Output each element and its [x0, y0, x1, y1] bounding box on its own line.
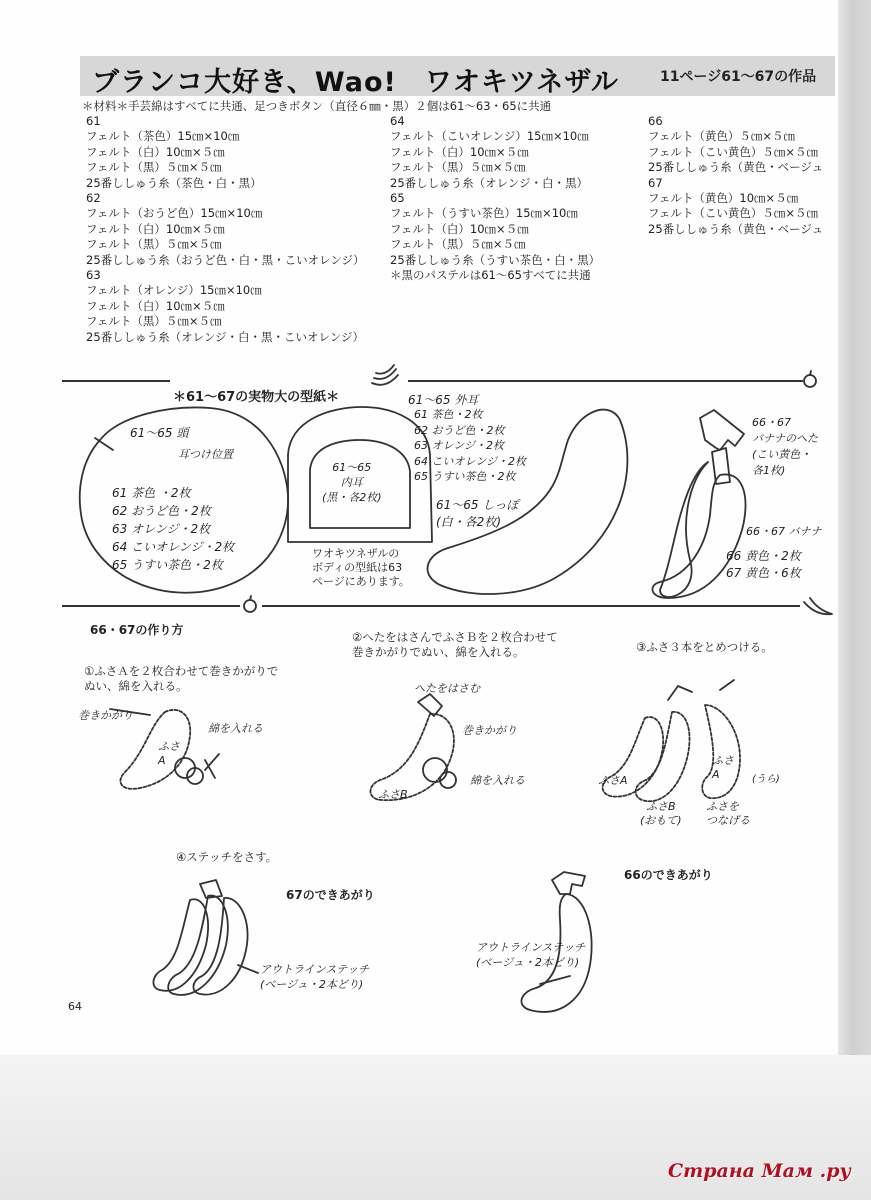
outline-stitch-67: アウトラインステッチ (ベージュ・2本どり)	[260, 963, 370, 991]
outer-ear-color-list: 61 茶色・2枚 62 おうど色・2枚 63 オレンジ・2枚 64 こいオレンジ・2枚 65 うすい茶色・2枚	[414, 408, 526, 483]
step3-label-fusa-a: ふさA	[598, 774, 628, 787]
page-title: ブランコ大好き、Wao! ワオキツネザル	[92, 67, 619, 98]
step3-label-back: (うら)	[752, 774, 780, 785]
step2-label-whipstitch: 巻きかがり	[462, 724, 517, 737]
pattern-section-title: ＊61〜67の実物大の型紙＊	[173, 390, 340, 405]
step2-label-stuffing: 綿を入れる	[470, 774, 525, 787]
step1-label-whipstitch: 巻きかがり	[78, 709, 133, 722]
step3-label-fusa-a-back: ふさ A	[712, 754, 734, 781]
step1-text: ①ふさＡを２枚合わせて巻きかがりで ぬい、綿を入れる。	[84, 664, 279, 694]
step2-label-stem: へたをはさむ	[414, 682, 480, 695]
materials-column-1: 61 フェルト（茶色）15㎝×10㎝ フェルト（白）10㎝×５㎝ フェルト（黒）５㎝×５㎝ 25番ししゅう糸（茶色・白・黒） 62 フェルト（おうど色）15㎝×10㎝ フェルト（白）10㎝×５㎝ フェルト（黒）５㎝×５㎝ 25番ししゅう糸（おうど色・白・黒・こいオレンジ） 63 フェルト（オレンジ）15㎝×10㎝ フェルト（白）10㎝×５㎝ フェルト（黒）５㎝×５㎝ 25番ししゅう糸（オレンジ・白・黒・こいオレンジ）	[86, 114, 365, 344]
watermark: Страна Мам .ру	[668, 1160, 851, 1182]
step1-label-fusa-a: ふさ A	[158, 740, 180, 767]
banana-67-finished	[153, 880, 247, 995]
banana-color-list: 66 黄色・2枚 67 黄色・6枚	[726, 549, 801, 580]
materials-heading: ＊材料＊手芸綿はすべてに共通、足つきボタン（直径６㎜・黒）２個は61〜63・65に共通	[82, 99, 552, 113]
step2-label-fusa-b: ふさB	[378, 788, 408, 801]
apple-icon	[244, 596, 256, 612]
howto-title: 66・67の作り方	[90, 623, 184, 637]
materials-column-2: 64 フェルト（こいオレンジ）15㎝×10㎝ フェルト（白）10㎝×５㎝ フェルト（黒）５㎝×５㎝ 25番ししゅう糸（オレンジ・白・黒） 65 フェルト（うすい茶色）15㎝×10㎝ フェルト（白）10㎝×５㎝ フェルト（黒）５㎝×５㎝ 25番ししゅう糸（うすい茶色・白・黒） ＊黒のパステルは61〜65すべてに共通	[390, 114, 601, 283]
inner-ear-label: 61〜65 内耳 (黒・各2枚)	[322, 461, 382, 504]
step2-illustration	[370, 694, 456, 800]
page-reference: 11ページ61〜67の作品	[660, 69, 817, 85]
step4-text: ④ステッチをさす。	[176, 850, 278, 864]
finished-67-label: 67のできあがり	[286, 888, 375, 902]
banana-label: 66・67 バナナ	[746, 525, 822, 538]
step3-text: ③ふさ３本をとめつける。	[636, 640, 773, 654]
outline-stitch-66: アウトラインステッチ (ベージュ・2本どり)	[476, 941, 586, 969]
banana-icon	[804, 598, 832, 614]
tail-label: 61〜65 しっぽ (白・各2枚)	[436, 498, 519, 529]
finished-66-label: 66のできあがり	[624, 868, 713, 882]
head-label: 61〜65 頭	[130, 426, 189, 440]
banana-divider-icon	[372, 365, 398, 385]
body-pattern-note: ワオキツネザルの ボディの型紙は63 ページにあります。	[312, 547, 410, 588]
step3-label-connect: ふさを つなげる	[706, 800, 750, 827]
step1-label-stuffing: 綿を入れる	[208, 722, 263, 735]
outer-ear-label: 61〜65 外耳	[408, 393, 479, 407]
banana-top-label: 66・67 バナナのへた (こい黄色・ 各1枚)	[752, 416, 818, 477]
ear-position-label: 耳つけ位置	[178, 448, 233, 461]
step3-label-fusa-b: ふさB (おもて)	[640, 800, 682, 827]
step2-text: ②へたをはさんでふさＢを２枚合わせて 巻きかがりでぬい、綿を入れる。	[352, 630, 558, 660]
apple-icon	[804, 371, 816, 387]
materials-column-3: 66 フェルト（黄色）５㎝×５㎝ フェルト（こい黄色）５㎝×５㎝ 25番ししゅう糸（黄色・ベージュ 67 フェルト（黄色）10㎝×５㎝ フェルト（こい黄色）５㎝×５㎝ 25番ししゅう糸（黄色・ベージュ	[648, 114, 824, 236]
page-number: 64	[68, 1000, 82, 1013]
head-color-list: 61 茶色 ・2枚 62 おうど色・2枚 63 オレンジ・2枚 64 こいオレンジ・2枚 65 うすい茶色・2枚	[112, 486, 235, 572]
